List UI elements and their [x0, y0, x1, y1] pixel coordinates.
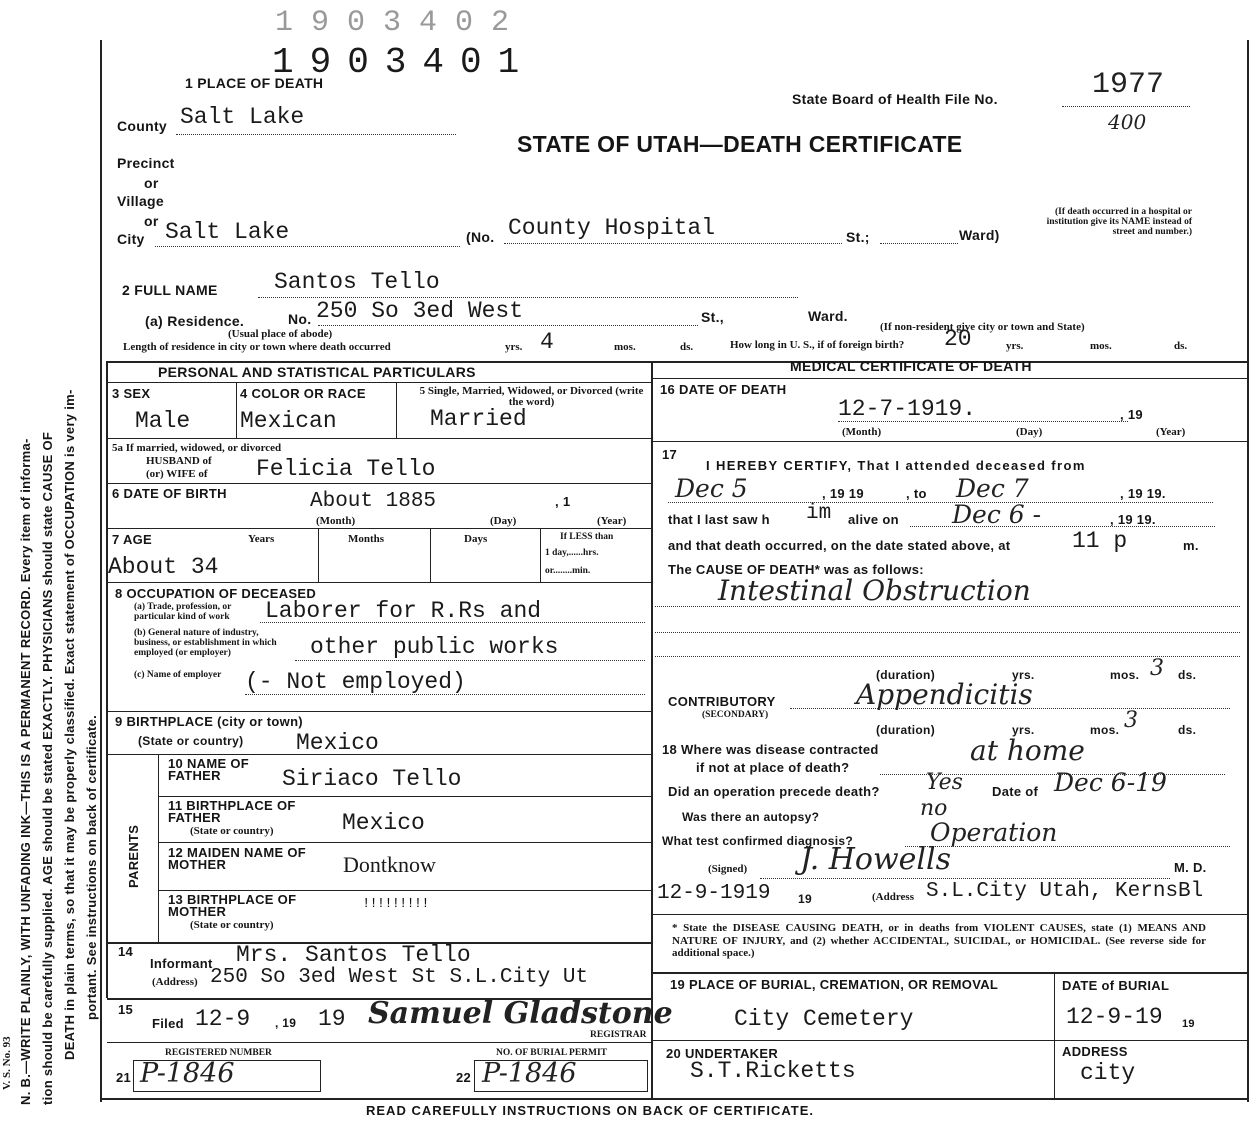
- certificate-title: STATE OF UTAH—DEATH CERTIFICATE: [517, 131, 963, 157]
- or-label: or: [144, 175, 159, 191]
- duration2-yrs-label: yrs.: [1012, 723, 1035, 737]
- hospital-note: (If death occurred in a hospital or institution give its NAME instead of street and number.): [1046, 207, 1192, 237]
- attended-from-year: , 19 19: [822, 486, 864, 501]
- age-days-label: Days: [464, 533, 488, 545]
- residence-st-label: St.,: [701, 309, 724, 325]
- mother-birthplace-sub: (State or country): [190, 919, 274, 931]
- age-minutes: or........min.: [545, 566, 591, 576]
- residence-ds-label: ds.: [680, 341, 694, 353]
- mother-birthplace-label: 13 BIRTHPLACE OF MOTHER: [168, 892, 297, 919]
- us-residence-value: 20: [944, 326, 972, 352]
- dob-year-label: (Year): [597, 515, 627, 527]
- father-birthplace-value: Mexico: [342, 810, 425, 836]
- street-number-label: (No.: [466, 229, 495, 245]
- mother-label: 12 MAIDEN NAME OF MOTHER: [168, 845, 307, 872]
- death-month-label: (Month): [842, 426, 882, 438]
- duration-label: (duration): [876, 668, 935, 682]
- physician-address: S.L.City Utah, KernsBl: [926, 880, 1204, 903]
- precinct-label: Precinct: [117, 155, 175, 171]
- registered-number-index: 21: [116, 1070, 132, 1085]
- village-label: Village: [117, 193, 164, 209]
- us-ds-label: ds.: [1174, 340, 1188, 352]
- street-number-value: County Hospital: [508, 215, 716, 241]
- date-of-death-label: 16 DATE OF DEATH: [660, 382, 787, 397]
- undertaker-value: S.T.Ricketts: [690, 1058, 856, 1084]
- state-file-value: 1977: [1092, 68, 1165, 102]
- md-label: M. D.: [1174, 860, 1207, 875]
- color-value: Mexican: [240, 408, 337, 434]
- age-years-label: Years: [248, 533, 275, 545]
- test-label: What test confirmed diagnosis?: [662, 834, 854, 848]
- occupation-c-label: (c) Name of employer: [134, 670, 222, 680]
- registrar-signature: Samuel Gladstone: [368, 996, 673, 1031]
- file-number: 1903401: [272, 42, 536, 83]
- alive-on-date: Dec 6 -: [952, 500, 1042, 529]
- cause-of-death: Intestinal Obstruction: [718, 574, 1031, 607]
- side-note-line2: tion should be carefully supplied. AGE should be stated EXACTLY. PHYSICIANS should state CAUSE OF: [40, 431, 55, 1105]
- father-value: Siriaco Tello: [282, 766, 462, 792]
- marital-label: 5 Single, Married, Widowed, or Divorced (write the word): [419, 385, 644, 408]
- physician-address-label: (Address: [872, 891, 914, 903]
- age-value: About 34: [108, 554, 219, 580]
- birthplace-sub: (State or country): [138, 734, 244, 748]
- footnote: * State the DISEASE CAUSING DEATH, or in deaths from VIOLENT CAUSES, state (1) MEANS AND NATURE OF INJURY, and (2) whether ACCIDENTAL, SUICIDAL, or HOMICIDAL. (See reverse side for additional space.): [672, 922, 1206, 959]
- attended-to: Dec 7: [956, 474, 1029, 503]
- signature-year: 19: [798, 892, 812, 906]
- registered-number-value: P-1846: [140, 1058, 235, 1089]
- undertaker-label: 20 UNDERTAKER: [666, 1046, 779, 1061]
- autopsy-label: Was there an autopsy?: [682, 810, 820, 824]
- informant-address-label: (Address): [152, 976, 198, 988]
- father-label: 10 NAME OF FATHER: [168, 756, 250, 783]
- form-number: V. S. No. 93: [1, 1036, 13, 1090]
- file-number-faint: 1903402: [275, 6, 528, 40]
- occupation-line1: Laborer for R.Rs and: [265, 598, 542, 624]
- date-of-death-value: 12-7-1919.: [838, 396, 977, 422]
- state-file-label: State Board of Health File No.: [792, 91, 998, 107]
- age-label: 7 AGE: [112, 532, 153, 547]
- residence-mos-label: mos.: [614, 341, 636, 353]
- alive-on-label: alive on: [848, 512, 899, 527]
- duration-ds-label: ds.: [1178, 668, 1197, 682]
- informant-number: 14: [118, 944, 134, 959]
- operation-date: Dec 6-19: [1054, 768, 1167, 797]
- residence-label: (a) Residence.: [145, 313, 245, 329]
- or-label: or: [144, 213, 159, 229]
- residence-ward-label: Ward.: [808, 308, 848, 324]
- length-residence-label: Length of residence in city or town where death occurred: [123, 341, 391, 353]
- burial-date-label: DATE of BURIAL: [1062, 978, 1170, 993]
- sex-value: Male: [135, 408, 191, 434]
- burial-place-label: 19 PLACE OF BURIAL, CREMATION, OR REMOVAL: [670, 977, 999, 992]
- occupation-label: 8 OCCUPATION OF DECEASED: [115, 586, 317, 601]
- side-note-line3: DEATH in plain terms, so that it may be properly classified. Exact statement of OCCUPATION is very im-: [62, 389, 77, 1060]
- city-value: Salt Lake: [165, 219, 290, 245]
- side-note-line1: N. B.—WRITE PLAINLY, WITH UNFADING INK—THIS IS A PERMANENT RECORD. Every item of informa-: [18, 438, 33, 1105]
- ward-label: Ward): [959, 227, 1000, 243]
- undertaker-address-value: city: [1080, 1060, 1136, 1086]
- death-year-label: (Year): [1156, 426, 1186, 438]
- death-time: 11 p: [1072, 528, 1128, 554]
- color-label: 4 COLOR OR RACE: [240, 386, 366, 401]
- burial-permit-index: 22: [456, 1070, 472, 1085]
- dob-month-label: (Month): [316, 515, 356, 527]
- city-label: City: [117, 231, 145, 247]
- age-months-label: Months: [348, 533, 385, 545]
- birthplace-value: Mexico: [296, 730, 379, 756]
- duration2-mos-label: mos.: [1090, 723, 1120, 737]
- operation-value: Yes: [926, 770, 963, 795]
- duration-days-value: 3: [1150, 656, 1164, 681]
- dob-day-label: (Day): [490, 515, 517, 527]
- last-saw-label: that I last saw h: [668, 512, 770, 527]
- secondary-label: (SECONDARY): [702, 710, 769, 720]
- mother-birthplace-value: !!!!!!!!!: [362, 896, 429, 912]
- signature-date: 12-9-1919: [657, 882, 771, 905]
- operation-label: Did an operation precede death?: [668, 784, 880, 799]
- medical-header: MEDICAL CERTIFICATE OF DEATH: [790, 358, 1032, 374]
- spouse-label-3: (or) WIFE of: [146, 468, 208, 480]
- father-birthplace-sub: (State or country): [190, 825, 274, 837]
- us-mos-label: mos.: [1090, 340, 1112, 352]
- death-day-label: (Day): [1016, 426, 1043, 438]
- residence-value: 250 So 3ed West: [316, 298, 524, 324]
- residence-yrs-label: yrs.: [505, 341, 523, 353]
- duration2-ds-label: ds.: [1178, 723, 1197, 737]
- test-value: Operation: [930, 818, 1058, 847]
- occupation-b-label: (b) General nature of industry, business, or establishment in which employed (or employer): [134, 628, 277, 658]
- death-occurred-label: and that death occurred, on the date stated above, at: [668, 538, 1011, 553]
- last-saw-him: im: [806, 502, 832, 525]
- death-time-m: m.: [1183, 538, 1199, 553]
- contracted-value: at home: [970, 734, 1085, 767]
- county-label: County: [117, 118, 168, 134]
- spouse-label-1: 5a If married, widowed, or divorced: [112, 442, 282, 454]
- burial-date-value: 12-9-19: [1066, 1004, 1163, 1030]
- attended-to-year: , 19 19.: [1120, 486, 1166, 501]
- side-note-line4: portant. See instructions on back of certificate.: [84, 714, 99, 1020]
- contributory-cause: Appendicitis: [856, 678, 1033, 711]
- us-residence-label: How long in U. S., if of foreign birth?: [730, 339, 905, 351]
- registrar-label: REGISTRAR: [590, 1030, 647, 1040]
- attended-to-label: , to: [906, 486, 927, 501]
- filed-year-label: , 19: [275, 1016, 297, 1030]
- attended-from: Dec 5: [675, 474, 748, 503]
- undertaker-address-label: ADDRESS: [1062, 1044, 1128, 1059]
- registered-number-label: REGISTERED NUMBER: [165, 1048, 272, 1058]
- marital-value: Married: [430, 406, 527, 432]
- physician-signature: J. Howells: [800, 842, 952, 877]
- contributory-label: CONTRIBUTORY: [668, 694, 776, 709]
- certify-text: I HEREBY CERTIFY, That I attended deceased from: [706, 458, 1086, 473]
- dob-value: About 1885: [310, 490, 437, 513]
- spouse-label-2: HUSBAND of: [146, 455, 212, 467]
- occupation-line3: (- Not employed): [245, 669, 466, 695]
- dob-label: 6 DATE OF BIRTH: [112, 486, 227, 501]
- personal-header: PERSONAL AND STATISTICAL PARTICULARS: [158, 364, 476, 380]
- nonresident-note: (If non-resident give city or town and State): [880, 321, 1085, 333]
- filed-label: Filed: [152, 1016, 184, 1031]
- autopsy-value: no: [920, 796, 948, 821]
- burial-permit-label: NO. OF BURIAL PERMIT: [496, 1048, 608, 1058]
- item-17-number: 17: [662, 447, 678, 462]
- filed-number: 15: [118, 1002, 134, 1017]
- signed-label: (Signed): [708, 863, 748, 875]
- contracted-label-2: if not at place of death?: [696, 760, 850, 775]
- date-of-death-year: , 19: [1120, 407, 1143, 422]
- occupation-line2: other public works: [310, 634, 559, 660]
- place-of-death-label: 1 PLACE OF DEATH: [185, 75, 324, 91]
- us-yrs-label: yrs.: [1006, 340, 1024, 352]
- county-value: Salt Lake: [180, 104, 305, 130]
- full-name-label: 2 FULL NAME: [122, 282, 218, 298]
- informant-value: Mrs. Santos Tello: [236, 942, 471, 968]
- spouse-value: Felicia Tello: [256, 456, 436, 482]
- duration-mos-label: mos.: [1110, 668, 1140, 682]
- informant-label: Informant: [150, 956, 213, 971]
- full-name-value: Santos Tello: [274, 269, 440, 295]
- filed-year: 19: [318, 1006, 346, 1032]
- burial-place-value: City Cemetery: [734, 1006, 914, 1032]
- street-label: St.;: [846, 229, 870, 245]
- state-file-note: 400: [1108, 110, 1147, 134]
- sex-label: 3 SEX: [112, 386, 151, 401]
- birthplace-label: 9 BIRTHPLACE (city or town): [115, 714, 303, 729]
- dob-separator: , 1: [555, 494, 571, 509]
- informant-address: 250 So 3ed West St S.L.City Ut: [210, 966, 589, 989]
- residence-yrs-value: 4: [540, 329, 554, 355]
- age-less-than: If LESS than: [560, 532, 614, 542]
- burial-permit-value: P-1846: [482, 1058, 577, 1089]
- residence-no-label: No.: [288, 311, 312, 327]
- duration2-mos-value: 3: [1124, 708, 1138, 733]
- usual-abode-note: (Usual place of abode): [228, 328, 333, 340]
- mother-value: Dontknow: [343, 852, 436, 877]
- cause-label: The CAUSE OF DEATH* was as follows:: [668, 562, 924, 577]
- age-hours: 1 day,......hrs.: [545, 548, 599, 558]
- duration2-label: (duration): [876, 723, 935, 737]
- bottom-note: READ CAREFULLY INSTRUCTIONS ON BACK OF CERTIFICATE.: [366, 1103, 814, 1118]
- filed-date: 12-9: [195, 1006, 251, 1032]
- burial-date-suffix: 19: [1182, 1018, 1195, 1030]
- contracted-label-1: 18 Where was disease contracted: [662, 742, 879, 757]
- alive-on-year: , 19 19.: [1110, 512, 1156, 527]
- duration-yrs-label: yrs.: [1012, 668, 1035, 682]
- operation-date-label: Date of: [992, 784, 1039, 799]
- parents-label: PARENTS: [126, 824, 141, 888]
- father-birthplace-label: 11 BIRTHPLACE OF FATHER: [168, 798, 296, 825]
- occupation-a-label: (a) Trade, profession, or particular kind of work: [134, 602, 232, 622]
